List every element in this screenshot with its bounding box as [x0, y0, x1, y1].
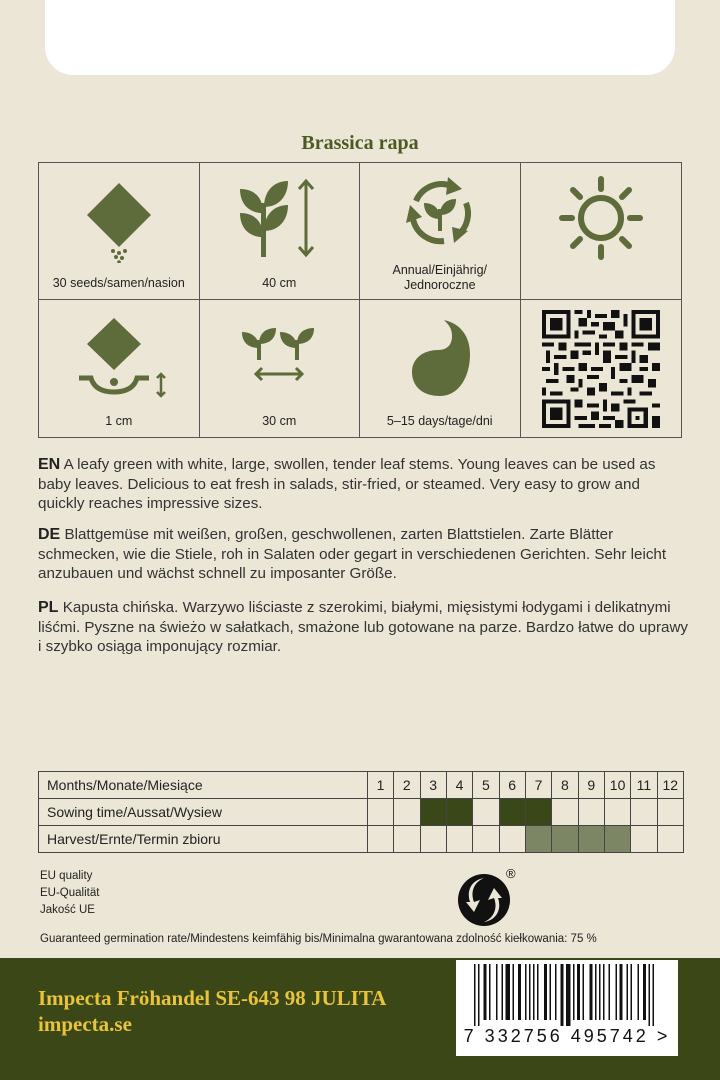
barcode-bar: [484, 964, 487, 1020]
month-8: 8: [552, 772, 578, 799]
height-label: 40 cm: [262, 276, 297, 290]
cell-qr: [521, 300, 682, 437]
germination-rate: Guaranteed germination rate/Mindestens keimfähig bis/Minimalna gwarantowana zdolność kiełkowania: 75 %: [40, 933, 597, 945]
harvest-row: [39, 826, 684, 853]
sowing-label: Sowing time/Aussat/Wysiew: [39, 799, 368, 826]
harvest-label: Harvest/Ernte/Termin zbioru: [39, 826, 368, 853]
barcode-bar: [653, 964, 655, 1026]
month-9: 9: [578, 772, 604, 799]
sowing-month-6: [499, 799, 525, 826]
harvest-month-8: [552, 826, 578, 853]
seed-packet-icon: [79, 173, 159, 263]
barcode-bar: [638, 964, 640, 1020]
cell-spacing: [200, 300, 361, 437]
sowing-month-5: [473, 799, 499, 826]
barcode-bar: [620, 964, 623, 1020]
barcode-bar: [518, 964, 521, 1020]
harvest-month-12: [657, 826, 683, 853]
harvest-month-6: [499, 826, 525, 853]
month-7: 7: [525, 772, 551, 799]
lang-code-de: DE: [38, 526, 61, 543]
month-1: 1: [367, 772, 393, 799]
green-dot-recycle-icon: [456, 864, 522, 930]
barcode-bar: [583, 964, 585, 1020]
lang-code-pl: PL: [38, 599, 59, 616]
barcode-bar: [489, 964, 491, 1020]
month-10: 10: [604, 772, 630, 799]
barcode-bar: [616, 964, 618, 1020]
barcode-bar: [561, 964, 564, 1026]
month-5: 5: [473, 772, 499, 799]
description-pl-text: Kapusta chińska. Warzywo liściaste z szerokimi, białymi, mięsistymi łodygami i delikatnymi liśćmi. Pyszne na świeżo w sałatkach, smażone lub gotowane na parze. Bardzo łatwe do uprawy i szybko osiąga imponujący rozmiar.: [38, 599, 689, 655]
month-11: 11: [631, 772, 657, 799]
months-label: Months/Monate/Miesiące: [39, 772, 368, 799]
sowing-row: [39, 799, 684, 826]
barcode-bar: [550, 964, 552, 1020]
sowing-month-7: [525, 799, 551, 826]
sowing-month-9: [578, 799, 604, 826]
barcode-bar: [544, 964, 547, 1020]
sowing-month-12: [657, 799, 683, 826]
barcode-bar: [502, 964, 504, 1020]
barcode-bar: [643, 964, 646, 1020]
barcode-bar: [474, 964, 476, 1026]
harvest-month-10: [604, 826, 630, 853]
green-dot-logo: [456, 864, 522, 935]
barcode-bar: [603, 964, 605, 1020]
cell-height: [200, 163, 361, 300]
description-en: [38, 455, 688, 514]
cell-seeds: [39, 163, 200, 300]
sun-icon: [556, 173, 646, 263]
barcode-bar: [649, 964, 651, 1026]
barcode-bar: [590, 964, 593, 1020]
barcode-bar: [609, 964, 611, 1020]
cell-germination: [360, 300, 521, 437]
month-4: 4: [446, 772, 472, 799]
harvest-month-2: [394, 826, 420, 853]
barcode-bar: [506, 964, 511, 1020]
hang-hole-cutout: [45, 0, 675, 75]
sowing-month-4: [446, 799, 472, 826]
harvest-month-5: [473, 826, 499, 853]
harvest-month-11: [631, 826, 657, 853]
eu-quality: EU quality EU-Qualität Jakość UE: [40, 870, 100, 916]
harvest-month-4: [446, 826, 472, 853]
barcode-bar: [529, 964, 531, 1020]
sowing-month-11: [631, 799, 657, 826]
qr-code-icon[interactable]: [542, 310, 660, 428]
barcode-bar: [631, 964, 633, 1020]
barcode-bar: [533, 964, 535, 1020]
germination-label: 5–15 days/tage/dni: [386, 414, 493, 428]
sowing-month-3: [420, 799, 446, 826]
harvest-month-3: [420, 826, 446, 853]
spacing-label: 30 cm: [262, 414, 297, 428]
registered-mark: ®: [506, 866, 516, 881]
plant-spacing-icon: [234, 310, 324, 390]
harvest-month-1: [367, 826, 393, 853]
barcode-bar: [573, 964, 575, 1020]
barcode-bar: [599, 964, 601, 1020]
barcode-number: 7 332756 495742 >: [463, 1026, 671, 1046]
month-3: 3: [420, 772, 446, 799]
month-2: 2: [394, 772, 420, 799]
cell-depth: [39, 300, 200, 437]
company-address: Impecta Fröhandel SE-643 98 JULITA: [38, 986, 387, 1010]
germination-icon: [400, 310, 480, 400]
month-12: 12: [657, 772, 683, 799]
depth-label: 1 cm: [105, 414, 133, 428]
sowing-month-10: [604, 799, 630, 826]
sowing-month-1: [367, 799, 393, 826]
latin-name: Brassica rapa: [301, 132, 419, 154]
barcode: [456, 960, 678, 1056]
icon-grid: [38, 162, 682, 438]
sowing-month-8: [552, 799, 578, 826]
barcode-bar: [525, 964, 527, 1020]
lang-code-en: EN: [38, 456, 61, 473]
calendar-header-row: [39, 772, 684, 799]
annual-cycle-icon: [400, 173, 480, 253]
barcode-bar: [513, 964, 515, 1020]
description-de-text: Blattgemüse mit weißen, großen, geschwollenen, zarten Blattstielen. Zarte Blätter schmecken, wie die Stiele, roh in Salaten oder gegart in verschiedenen Gerichten. Sehr leicht anzubauen und wächst schnell zu imposanter Größe.: [38, 526, 667, 582]
lifecycle-label: Annual/Einjährig/ Jednoroczne: [392, 263, 487, 292]
barcode-bar: [478, 964, 480, 1026]
description-de: [38, 525, 688, 584]
description-en-text: A leafy green with white, large, swollen, tender leaf stems. Young leaves can be used as baby leaves. Delicious to eat fresh in salads, stir-fried, or steamed. Very easy to grow and quickly reaches impressive sizes.: [38, 456, 656, 512]
cell-lifecycle: [360, 163, 521, 300]
seeds-label: 30 seeds/samen/nasion: [52, 276, 185, 290]
plant-height-icon: [234, 173, 324, 263]
barcode-bar: [555, 964, 557, 1020]
sowing-calendar: [38, 771, 684, 853]
harvest-month-7: [525, 826, 551, 853]
harvest-month-9: [578, 826, 604, 853]
ean-barcode: [456, 960, 678, 1026]
barcode-bar: [627, 964, 629, 1020]
sowing-depth-icon: [69, 310, 169, 400]
website[interactable]: impecta.se: [38, 1012, 132, 1036]
barcode-bar: [595, 964, 597, 1020]
cell-sun: [521, 163, 682, 300]
description-pl: [38, 598, 688, 657]
barcode-bar: [537, 964, 539, 1020]
month-6: 6: [499, 772, 525, 799]
barcode-bar: [577, 964, 580, 1020]
barcode-bar: [496, 964, 498, 1020]
barcode-bar: [566, 964, 571, 1026]
sowing-month-2: [394, 799, 420, 826]
